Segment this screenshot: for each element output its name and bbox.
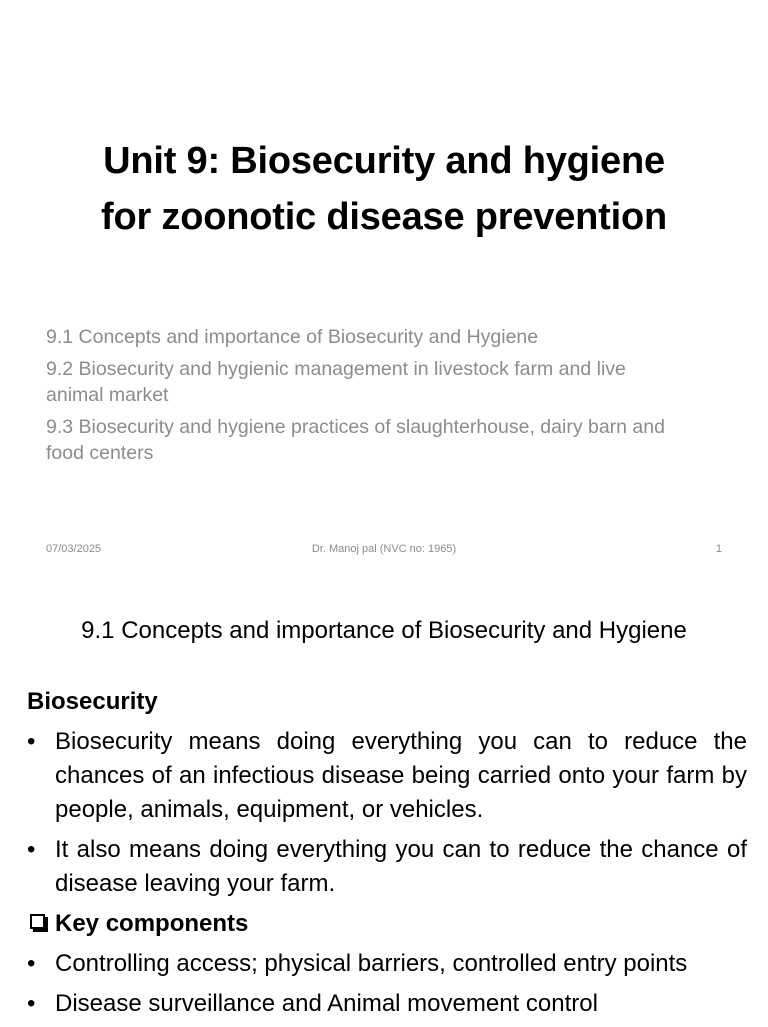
footer-author: Dr. Manoj pal (NVC no: 1965) bbox=[311, 543, 457, 555]
title-line-2: for zoonotic disease prevention bbox=[100, 196, 667, 238]
bullet-item bbox=[27, 987, 747, 1021]
bullet-glyph: • bbox=[27, 728, 36, 755]
bullet-item bbox=[27, 947, 747, 981]
subtitle-item: 9.2 Biosecurity and hygienic management in livestock farm and live animal market bbox=[46, 358, 626, 406]
bullet-glyph: • bbox=[27, 950, 36, 977]
slide-2-body bbox=[27, 685, 747, 1027]
footer-date: 07/03/2025 bbox=[46, 543, 102, 555]
bullet-text: Controlling access; physical barriers, controlled entry points bbox=[55, 950, 688, 977]
section-heading: Biosecurity bbox=[27, 688, 158, 715]
title-line-1: Unit 9: Biosecurity and hygiene bbox=[103, 140, 665, 182]
slide-2-title: 9.1 Concepts and importance of Biosecurity and Hygiene bbox=[81, 617, 687, 644]
bullet-item bbox=[27, 725, 747, 827]
key-components-label: Key components bbox=[55, 910, 249, 937]
footer-page-number: 1 bbox=[715, 543, 722, 555]
bullet-text: Disease surveillance and Animal movement control bbox=[55, 990, 598, 1017]
bullet-glyph: • bbox=[27, 990, 36, 1017]
bullet-glyph: • bbox=[27, 836, 36, 863]
bullet-text: It also means doing everything you can to reduce the chance of disease leaving your farm. bbox=[55, 836, 747, 897]
slide-subtitle bbox=[46, 324, 686, 472]
subtitle-item: 9.1 Concepts and importance of Biosecurity and Hygiene bbox=[46, 326, 539, 348]
checkbox-bullet-icon bbox=[30, 914, 45, 929]
slide-title bbox=[0, 133, 768, 245]
key-components-heading bbox=[27, 907, 747, 941]
bullet-item bbox=[27, 833, 747, 901]
subtitle-item: 9.3 Biosecurity and hygiene practices of slaughterhouse, dairy barn and food centers bbox=[46, 416, 665, 464]
bullet-text: Biosecurity means doing everything you can to reduce the chances of an infectious disease being carried onto your farm by people, animals, equipment, or vehicles. bbox=[55, 728, 747, 823]
